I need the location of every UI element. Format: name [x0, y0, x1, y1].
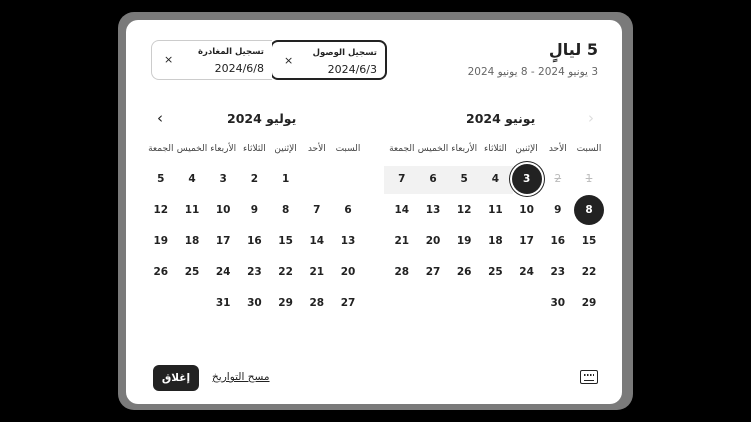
- june-day-24[interactable]: 24: [519, 266, 534, 278]
- july-day-22[interactable]: 22: [278, 266, 293, 278]
- june-day-11[interactable]: 11: [488, 204, 503, 216]
- june-day-10[interactable]: 10: [519, 204, 534, 216]
- date-range-text: 3 يونيو 2024 - 8 يونيو 2024: [467, 66, 598, 78]
- july-day-5[interactable]: 5: [157, 173, 165, 185]
- weekday-label: الأحد: [548, 144, 567, 154]
- june-day-26[interactable]: 26: [456, 266, 472, 278]
- july-day-20[interactable]: 20: [340, 266, 356, 278]
- july-day-12[interactable]: 12: [153, 204, 169, 216]
- june-day-4[interactable]: 4: [491, 173, 500, 185]
- weekday-label: الجمعة: [389, 144, 415, 154]
- july-day-1[interactable]: 1: [281, 173, 290, 185]
- june-day-18[interactable]: 18: [488, 235, 503, 247]
- july-title: يوليو 2024: [227, 111, 297, 126]
- june-day-30[interactable]: 30: [550, 297, 566, 309]
- weekday-label: الأربعاء: [451, 144, 478, 154]
- june-day-21[interactable]: 21: [394, 235, 410, 247]
- clear-checkout-icon[interactable]: ×: [164, 53, 174, 66]
- june-day-2: 2: [554, 173, 562, 185]
- june-day-20[interactable]: 20: [425, 235, 441, 247]
- weekday-label: الخميس: [417, 144, 449, 154]
- july-day-13[interactable]: 13: [340, 235, 356, 247]
- weekday-label: الثلاثاء: [242, 144, 266, 154]
- july-day-18[interactable]: 18: [184, 235, 200, 247]
- june-day-14[interactable]: 14: [394, 204, 410, 216]
- july-day-19[interactable]: 19: [153, 235, 169, 247]
- june-day-5[interactable]: 5: [460, 173, 468, 185]
- july-day-7[interactable]: 7: [313, 204, 321, 216]
- july-day-14[interactable]: 14: [309, 235, 325, 247]
- clear-dates-link[interactable]: مسح التواريخ: [212, 371, 270, 383]
- july-day-2[interactable]: 2: [250, 173, 259, 185]
- checkout-value: 2024/6/8: [214, 62, 264, 75]
- july-day-4[interactable]: 4: [188, 173, 196, 185]
- july-day-17[interactable]: 17: [215, 235, 231, 247]
- weekday-label: الأحد: [307, 144, 326, 154]
- june-day-23[interactable]: 23: [550, 266, 566, 278]
- july-day-15[interactable]: 15: [278, 235, 293, 247]
- clear-checkin-icon[interactable]: ×: [284, 54, 294, 67]
- close-button[interactable]: إغلاق: [153, 365, 199, 391]
- june-day-25[interactable]: 25: [488, 266, 503, 278]
- july-day-11[interactable]: 11: [184, 204, 200, 216]
- july-day-10[interactable]: 10: [215, 204, 231, 216]
- june-day-29[interactable]: 29: [581, 297, 597, 309]
- keyboard-icon[interactable]: [580, 370, 598, 384]
- july-day-24[interactable]: 24: [215, 266, 231, 278]
- checkout-field[interactable]: [151, 40, 272, 80]
- july-day-27[interactable]: 27: [340, 297, 356, 309]
- july-day-6[interactable]: 6: [344, 204, 352, 216]
- checkout-label: تسجيل المغادرة: [197, 47, 264, 57]
- june-day-7[interactable]: 7: [398, 173, 406, 185]
- june-day-19[interactable]: 19: [456, 235, 472, 247]
- july-day-16[interactable]: 16: [247, 235, 262, 247]
- weekday-label: الأربعاء: [210, 144, 237, 154]
- june-day-16[interactable]: 16: [550, 235, 566, 247]
- weekday-label: الخميس: [176, 144, 208, 154]
- weekday-label: السبت: [335, 144, 361, 154]
- june-day-12[interactable]: 12: [456, 204, 472, 216]
- july-day-3[interactable]: 3: [219, 173, 227, 185]
- june-day-15[interactable]: 15: [581, 235, 597, 247]
- june-day-13[interactable]: 13: [425, 204, 441, 216]
- date-picker-modal: [126, 20, 622, 404]
- july-day-25[interactable]: 25: [184, 266, 200, 278]
- june-day-8[interactable]: 8: [574, 195, 604, 225]
- june-day-27[interactable]: 27: [425, 266, 441, 278]
- weekday-label: الإثنين: [274, 144, 297, 154]
- july-day-26[interactable]: 26: [153, 266, 169, 278]
- july-day-30[interactable]: 30: [247, 297, 262, 309]
- july-day-21[interactable]: 21: [309, 266, 325, 278]
- weekday-label: الإثنين: [515, 144, 538, 154]
- checkin-label: تسجيل الوصول: [312, 48, 377, 58]
- nights-count: 5 ليالٍ: [548, 40, 598, 59]
- june-day-28[interactable]: 28: [394, 266, 410, 278]
- july-day-23[interactable]: 23: [247, 266, 262, 278]
- july-day-29[interactable]: 29: [278, 297, 293, 309]
- checkin-value: 2024/6/3: [327, 63, 377, 76]
- weekday-label: الثلاثاء: [483, 144, 507, 154]
- june-day-22[interactable]: 22: [581, 266, 597, 278]
- checkin-field[interactable]: [270, 40, 387, 80]
- june-day-9[interactable]: 9: [554, 204, 562, 216]
- june-day-6[interactable]: 6: [429, 173, 437, 185]
- june-day-17[interactable]: 17: [519, 235, 534, 247]
- weekday-label: السبت: [576, 144, 602, 154]
- june-day-3[interactable]: 3: [512, 164, 542, 194]
- june-day-1: 1: [585, 173, 593, 185]
- july-day-9[interactable]: 9: [250, 204, 259, 216]
- july-day-31[interactable]: 31: [215, 297, 231, 309]
- july-day-28[interactable]: 28: [309, 297, 325, 309]
- june-title: يونيو 2024: [466, 111, 536, 126]
- next-month-icon[interactable]: ›: [588, 109, 594, 127]
- prev-month-icon[interactable]: ‹: [157, 109, 163, 127]
- weekday-label: الجمعة: [148, 144, 174, 154]
- july-day-8[interactable]: 8: [281, 204, 290, 216]
